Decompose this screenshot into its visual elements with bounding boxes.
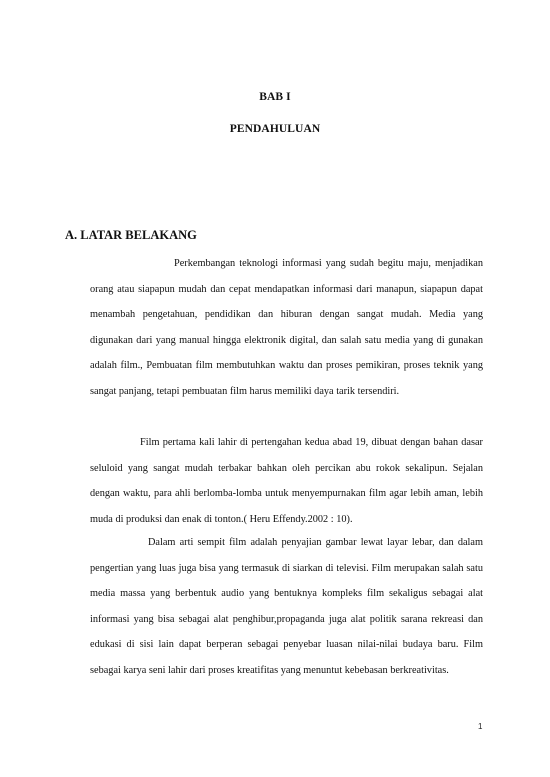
section-heading: A. LATAR BELAKANG [65,228,197,242]
paragraph-2 [90,430,483,532]
chapter-title: PENDAHULUAN [229,123,321,135]
paragraph-1 [90,251,483,404]
page-number: 1 [478,722,483,731]
chapter-number: BAB I [259,91,291,103]
paragraph-text: Perkembangan teknologi informasi yang sudah begitu maju, menjadikan orang atau siapapun mudah dan cepat mendapatkan informasi dari manapun, siapapun dapat menambah pengetahuan, pendidikan dan hiburan dengan sangat mudah. Media yang digunakan dari yang manual hingga elektronik digital, dan salah satu media yang di gunakan adalah film., Pembuatan film membutuhkan waktu dan proses pemikiran, proses teknik yang sangat panjang, tetapi pembuatan film harus memiliki daya tarik tersendiri. [90,258,483,397]
paragraph-text: Film pertama kali lahir di pertengahan kedua abad 19, dibuat dengan bahan dasar seluloid yang sangat mudah terbakar bahkan oleh percikan abu rokok sekalipun. Sejalan dengan waktu, para ahli berlomba-lomba untuk menyempurnakan film agar lebih aman, lebih muda di produksi dan enak di tonton.( Heru Effendy.2002 : 10). [90,437,483,525]
paragraph-text: Dalam arti sempit film adalah penyajian gambar lewat layar lebar, dan dalam pengertian yang luas juga bisa yang termasuk di siarkan di televisi. Film merupakan salah satu media massa yang berbentuk audio yang bentuknya kompleks film sekaligus sebagai alat informasi yang bisa sebagai alat penghibur,propaganda juga alat politik sarana rekreasi dan edukasi di sisi lain dapat berperan sebagai penyebar luasan nilai-nilai budaya baru. Film sebagai karya seni lahir dari proses kreatifitas yang menuntut kebebasan berkreativitas. [90,537,483,676]
paragraph-3 [90,530,483,683]
